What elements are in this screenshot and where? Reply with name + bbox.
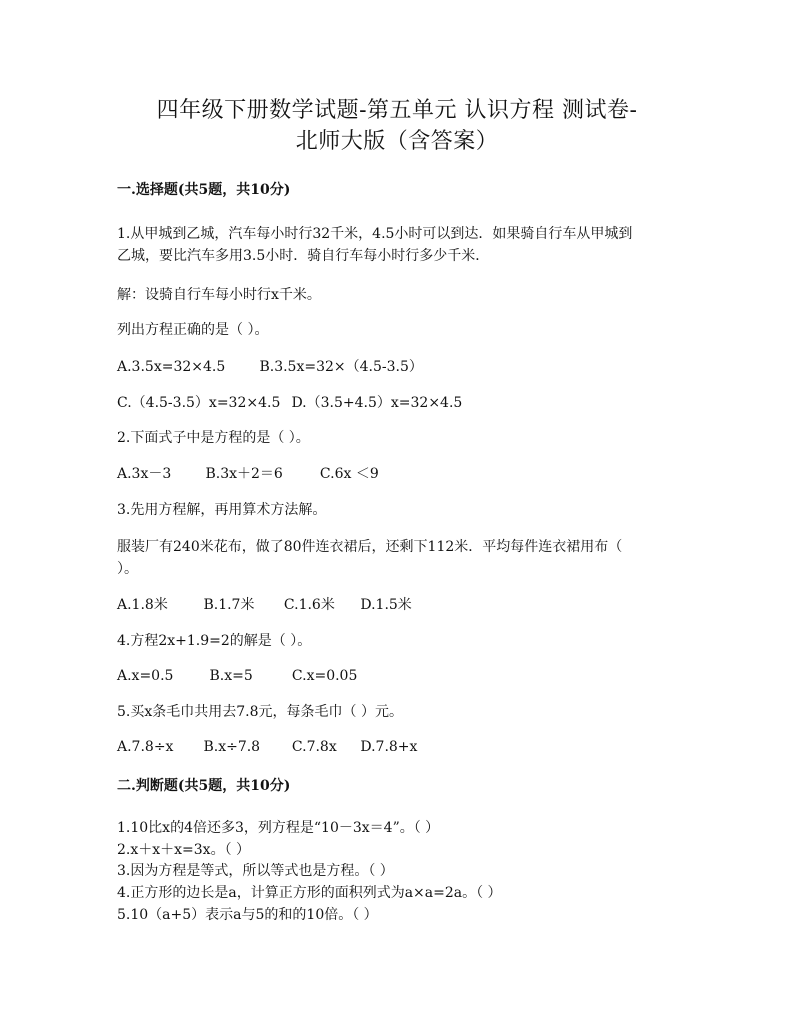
- q3-options: [117, 595, 687, 615]
- q3-stem: 3.先用方程解，再用算术方法解。: [117, 502, 327, 518]
- q3-option-b: B.1.7米: [203, 597, 255, 613]
- judge-item-5: 5.10（a+5）表示a与5的和的10倍。（ ）: [117, 907, 378, 923]
- q5-option-a: A.7.8÷x: [117, 739, 174, 755]
- q1-option-d: D.（3.5+4.5）x=32×4.5: [291, 395, 463, 411]
- q5-option-d: D.7.8+x: [360, 739, 418, 755]
- q1-stem-line1: 1.从甲城到乙城，汽车每小时行32千米，4.5小时可以到达．如果骑自行车从甲城到: [117, 226, 633, 242]
- q3-body-line1: 服装厂有240米花布，做了80件连衣裙后，还剩下112米．平均每件连衣裙用布（: [117, 539, 623, 555]
- q2-stem: 2.下面式子中是方程的是（ ）。: [117, 430, 310, 446]
- q3-option-d: D.1.5米: [360, 597, 412, 613]
- q5-stem: 5.买x条毛巾共用去7.8元，每条毛巾（ ）元。: [117, 704, 403, 720]
- q1-stem-line2: 乙城，要比汽车多用3.5小时．骑自行车每小时行多少千米．: [117, 248, 490, 264]
- judge-item-2: 2.x＋x＋x=3x。（ ）: [117, 842, 251, 858]
- judge-item-3: 3.因为方程是等式，所以等式也是方程。（ ）: [117, 863, 394, 879]
- q2-option-c: C.6x ＜9: [319, 466, 379, 482]
- q3-body-line2: ）。: [117, 561, 138, 577]
- q1-prompt: 列出方程正确的是（ ）。: [117, 322, 269, 338]
- section-heading-judge: 二.判断题(共5题，共10分): [117, 778, 291, 794]
- page-title-line1: 四年级下册数学试题-第五单元 认识方程 测试卷-: [156, 98, 638, 123]
- q4-option-c: C.x=0.05: [291, 668, 358, 684]
- q1-solution: 解：设骑自行车每小时行x千米。: [117, 287, 321, 303]
- q3-option-c: C.1.6米: [283, 597, 335, 613]
- q5-options: [117, 737, 687, 757]
- judge-item-1: 1.10比x的4倍还多3，列方程是“10－3x＝4”。（ ）: [117, 820, 440, 836]
- q2-options: [117, 464, 687, 484]
- section-heading-choice: 一.选择题(共5题，共10分): [117, 182, 291, 198]
- q1-option-a: A.3.5x=32×4.5: [117, 359, 226, 375]
- q1-option-c: C.（4.5-3.5）x=32×4.5: [117, 395, 281, 411]
- q5-option-c: C.7.8x: [291, 739, 337, 755]
- q2-option-a: A.3x－3: [117, 466, 172, 482]
- q4-option-a: A.x=0.5: [117, 668, 174, 684]
- page-title-line2: 北师大版（含答案）: [295, 129, 499, 154]
- q2-option-b: B.3x＋2＝6: [205, 466, 283, 482]
- q1-options-row2: [117, 393, 687, 413]
- q4-option-b: B.x=5: [209, 668, 253, 684]
- q1-options-row1: [117, 357, 687, 377]
- q4-options: [117, 666, 687, 686]
- q4-stem: 4.方程2x+1.9=2的解是（ ）。: [117, 633, 312, 649]
- judge-item-4: 4.正方形的边长是a，计算正方形的面积列式为a×a=2a。（ ）: [117, 885, 502, 901]
- q3-option-a: A.1.8米: [117, 597, 168, 613]
- q5-option-b: B.x÷7.8: [203, 739, 261, 755]
- q1-option-b: B.3.5x=32×（4.5-3.5）: [259, 359, 423, 375]
